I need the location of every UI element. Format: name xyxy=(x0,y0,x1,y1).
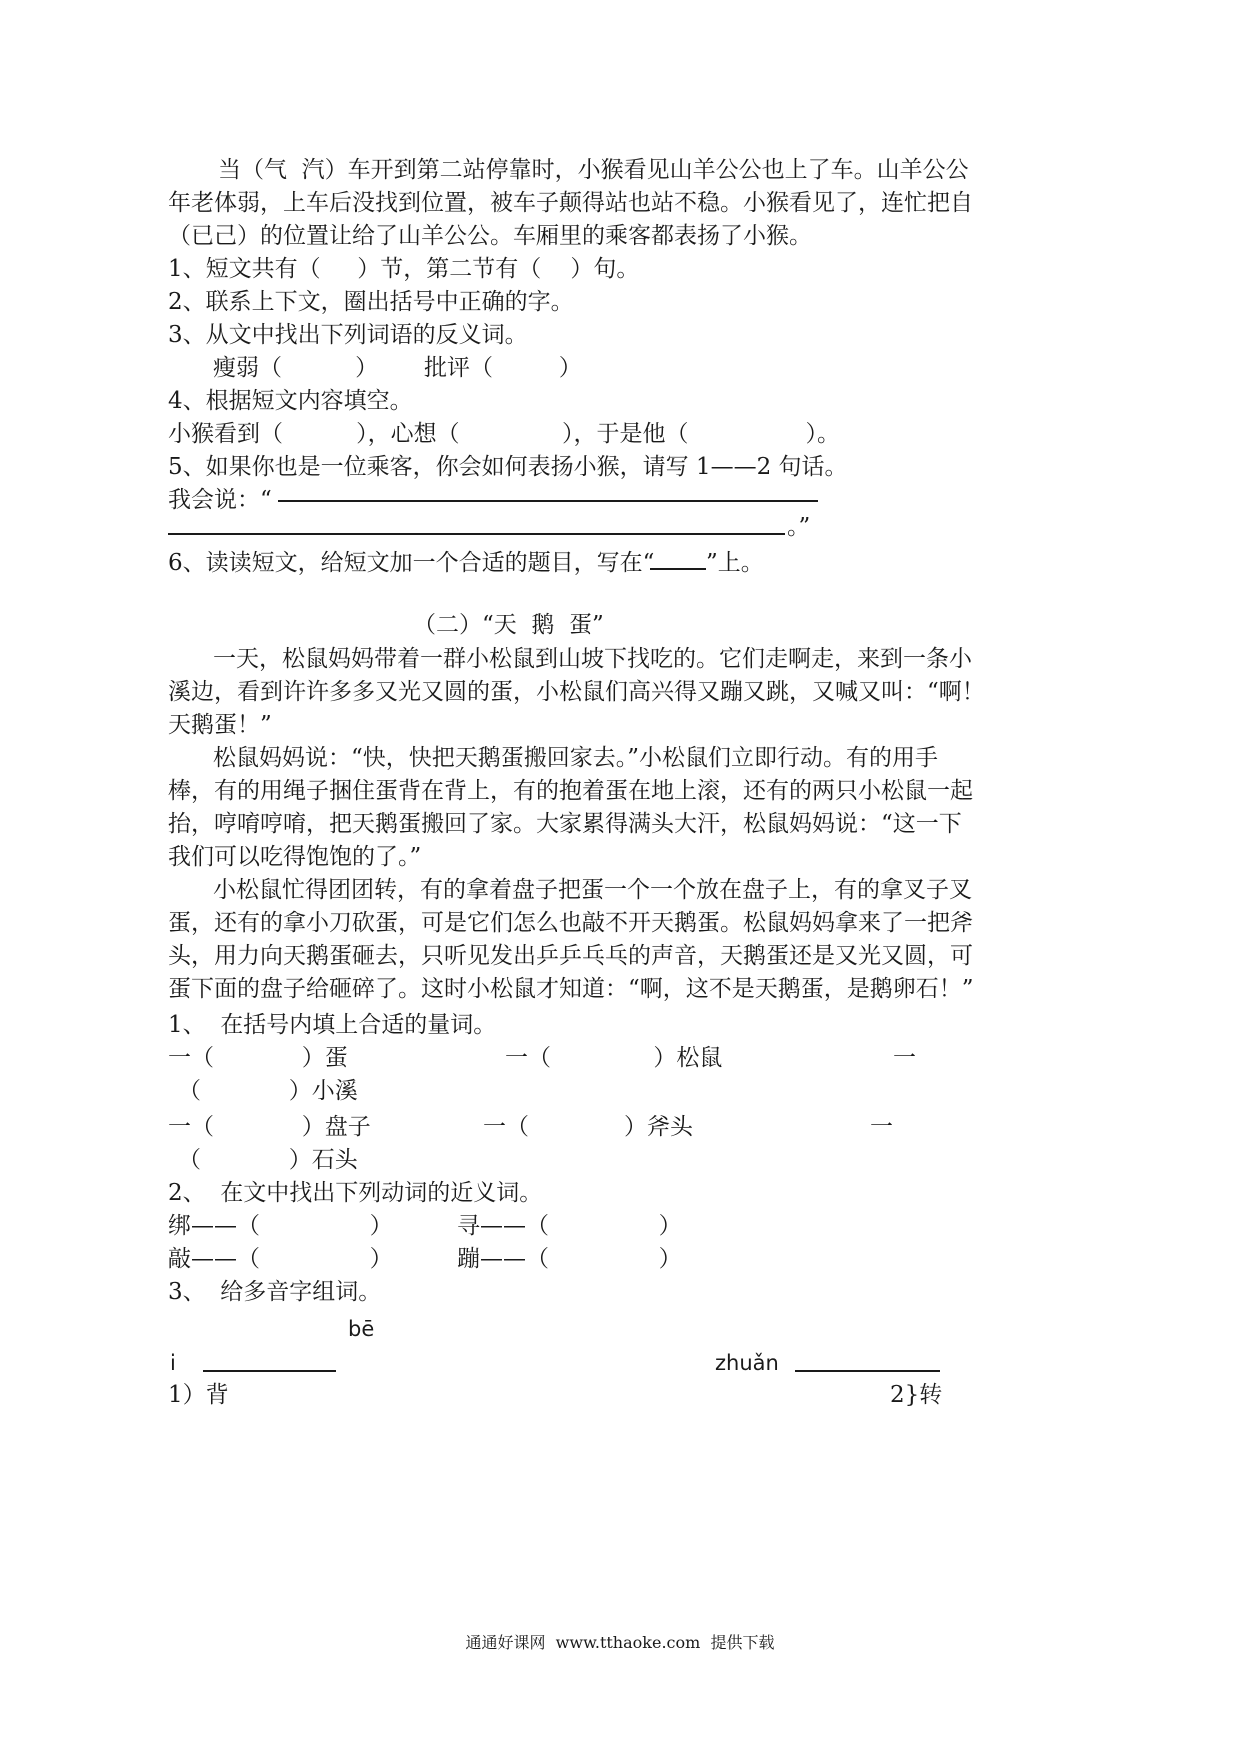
footer-credit: 通通好课网 www.tthaoke.com 提供下载 xyxy=(465,1633,775,1652)
question-2-3: 3、 给多音字组词。 xyxy=(168,1279,382,1305)
measure-word-stream: （ ）小溪 xyxy=(178,1078,358,1104)
synonym-beng: 蹦——（ ） xyxy=(457,1246,682,1272)
measure-word-stone: （ ）石头 xyxy=(178,1147,358,1173)
pinyin-zhuan: zhuǎn xyxy=(715,1351,779,1375)
question-1-5-lead: 我会说：“ xyxy=(168,487,272,513)
question-1-4-fill: 小猴看到（ ），心想（ ），于是他（ ）。 xyxy=(168,421,840,447)
antonym-item-shouruo: 瘦弱（ ） xyxy=(213,355,379,381)
measure-word-egg: 一（ ）蛋 xyxy=(168,1045,348,1071)
measure-word-plate: 一（ ）盘子 xyxy=(168,1114,371,1140)
question-1-3: 3、从文中找出下列词语的反义词。 xyxy=(168,322,528,348)
passage2-line-7: 我们可以吃得饱饱的了。” xyxy=(168,844,422,870)
measure-word-row3-extra: 一 xyxy=(870,1114,893,1140)
passage2-line-2: 溪边，看到许许多多又光又圆的蛋，小松鼠们高兴得又蹦又跳，又喊又叫：“啊！ xyxy=(168,679,985,705)
question-1-4: 4、根据短文内容填空。 xyxy=(168,388,413,414)
polyphone-line-1[interactable] xyxy=(203,1370,336,1372)
passage2-line-5: 棒，有的用绳子捆住蛋背在背上，有的抱着蛋在地上滚，还有的两只小松鼠一起 xyxy=(168,778,973,804)
passage2-line-8: 小松鼠忙得团团转，有的拿着盘子把蛋一个一个放在盘子上，有的拿叉子叉 xyxy=(213,877,972,903)
passage2-line-4: 松鼠妈妈说：“快，快把天鹅蛋搬回家去。”小松鼠们立即行动。有的用手 xyxy=(213,745,939,771)
question-1-5: 5、如果你也是一位乘客，你会如何表扬小猴，请写 1——2 句话。 xyxy=(168,454,848,480)
question-1-6-b: ”上。 xyxy=(706,550,764,576)
polyphone-item-zhuan: 2}转 xyxy=(890,1382,943,1408)
synonym-bang: 绑——（ ） xyxy=(168,1213,393,1239)
passage2-line-11: 蛋下面的盘子给砸碎了。这时小松鼠才知道：“啊，这不是天鹅蛋，是鹅卵石！” xyxy=(168,976,974,1002)
passage2-line-3: 天鹅蛋！” xyxy=(168,712,272,738)
question-2-1: 1、 在括号内填上合适的量词。 xyxy=(168,1012,497,1038)
measure-word-row1-extra: 一 xyxy=(893,1045,916,1071)
synonym-xun: 寻——（ ） xyxy=(457,1213,682,1239)
measure-word-squirrel: 一（ ）松鼠 xyxy=(505,1045,723,1071)
passage1-line-3: （已己）的位置让给了山羊公公。车厢里的乘客都表扬了小猴。 xyxy=(168,223,812,249)
polyphone-line-2[interactable] xyxy=(795,1370,940,1372)
passage1-line-1: 当（气 汽）车开到第二站停靠时，小猴看见山羊公公也上了车。山羊公公 xyxy=(218,157,969,183)
pinyin-i: i xyxy=(170,1351,176,1375)
antonym-item-piping: 批评（ ） xyxy=(424,355,582,381)
synonym-qiao: 敲——（ ） xyxy=(168,1246,393,1272)
passage2-line-6: 抬，哼唷哼唷，把天鹅蛋搬回了家。大家累得满头大汗，松鼠妈妈说：“这一下 xyxy=(168,811,962,837)
question-1-6-a: 6、读读短文，给短文加一个合适的题目，写在“ xyxy=(168,550,655,576)
polyphone-item-bei: 1）背 xyxy=(168,1382,229,1408)
passage2-title: （二）“天 鹅 蛋” xyxy=(413,612,604,638)
answer-line-1[interactable] xyxy=(278,500,818,502)
title-answer-line[interactable] xyxy=(650,568,706,570)
passage2-line-9: 蛋，还有的拿小刀砍蛋，可是它们怎么也敲不开天鹅蛋。松鼠妈妈拿来了一把斧 xyxy=(168,910,973,936)
answer-line-2[interactable] xyxy=(168,533,785,535)
pinyin-be: bē xyxy=(348,1317,375,1341)
question-1-2: 2、联系上下文，圈出括号中正确的字。 xyxy=(168,289,574,315)
passage2-line-1: 一天，松鼠妈妈带着一群小松鼠到山坡下找吃的。它们走啊走，来到一条小 xyxy=(213,646,972,672)
question-2-2: 2、 在文中找出下列动词的近义词。 xyxy=(168,1180,543,1206)
passage2-line-10: 头，用力向天鹅蛋砸去，只听见发出乒乒乓乓的声音，天鹅蛋还是又光又圆，可 xyxy=(168,943,973,969)
question-1-1: 1、短文共有（ ）节，第二节有（ ）句。 xyxy=(168,256,640,282)
question-1-5-end: 。” xyxy=(787,514,811,540)
passage1-line-2: 年老体弱，上车后没找到位置，被车子颠得站也站不稳。小猴看见了，连忙把自 xyxy=(168,190,973,216)
measure-word-axe: 一（ ）斧头 xyxy=(483,1114,694,1140)
